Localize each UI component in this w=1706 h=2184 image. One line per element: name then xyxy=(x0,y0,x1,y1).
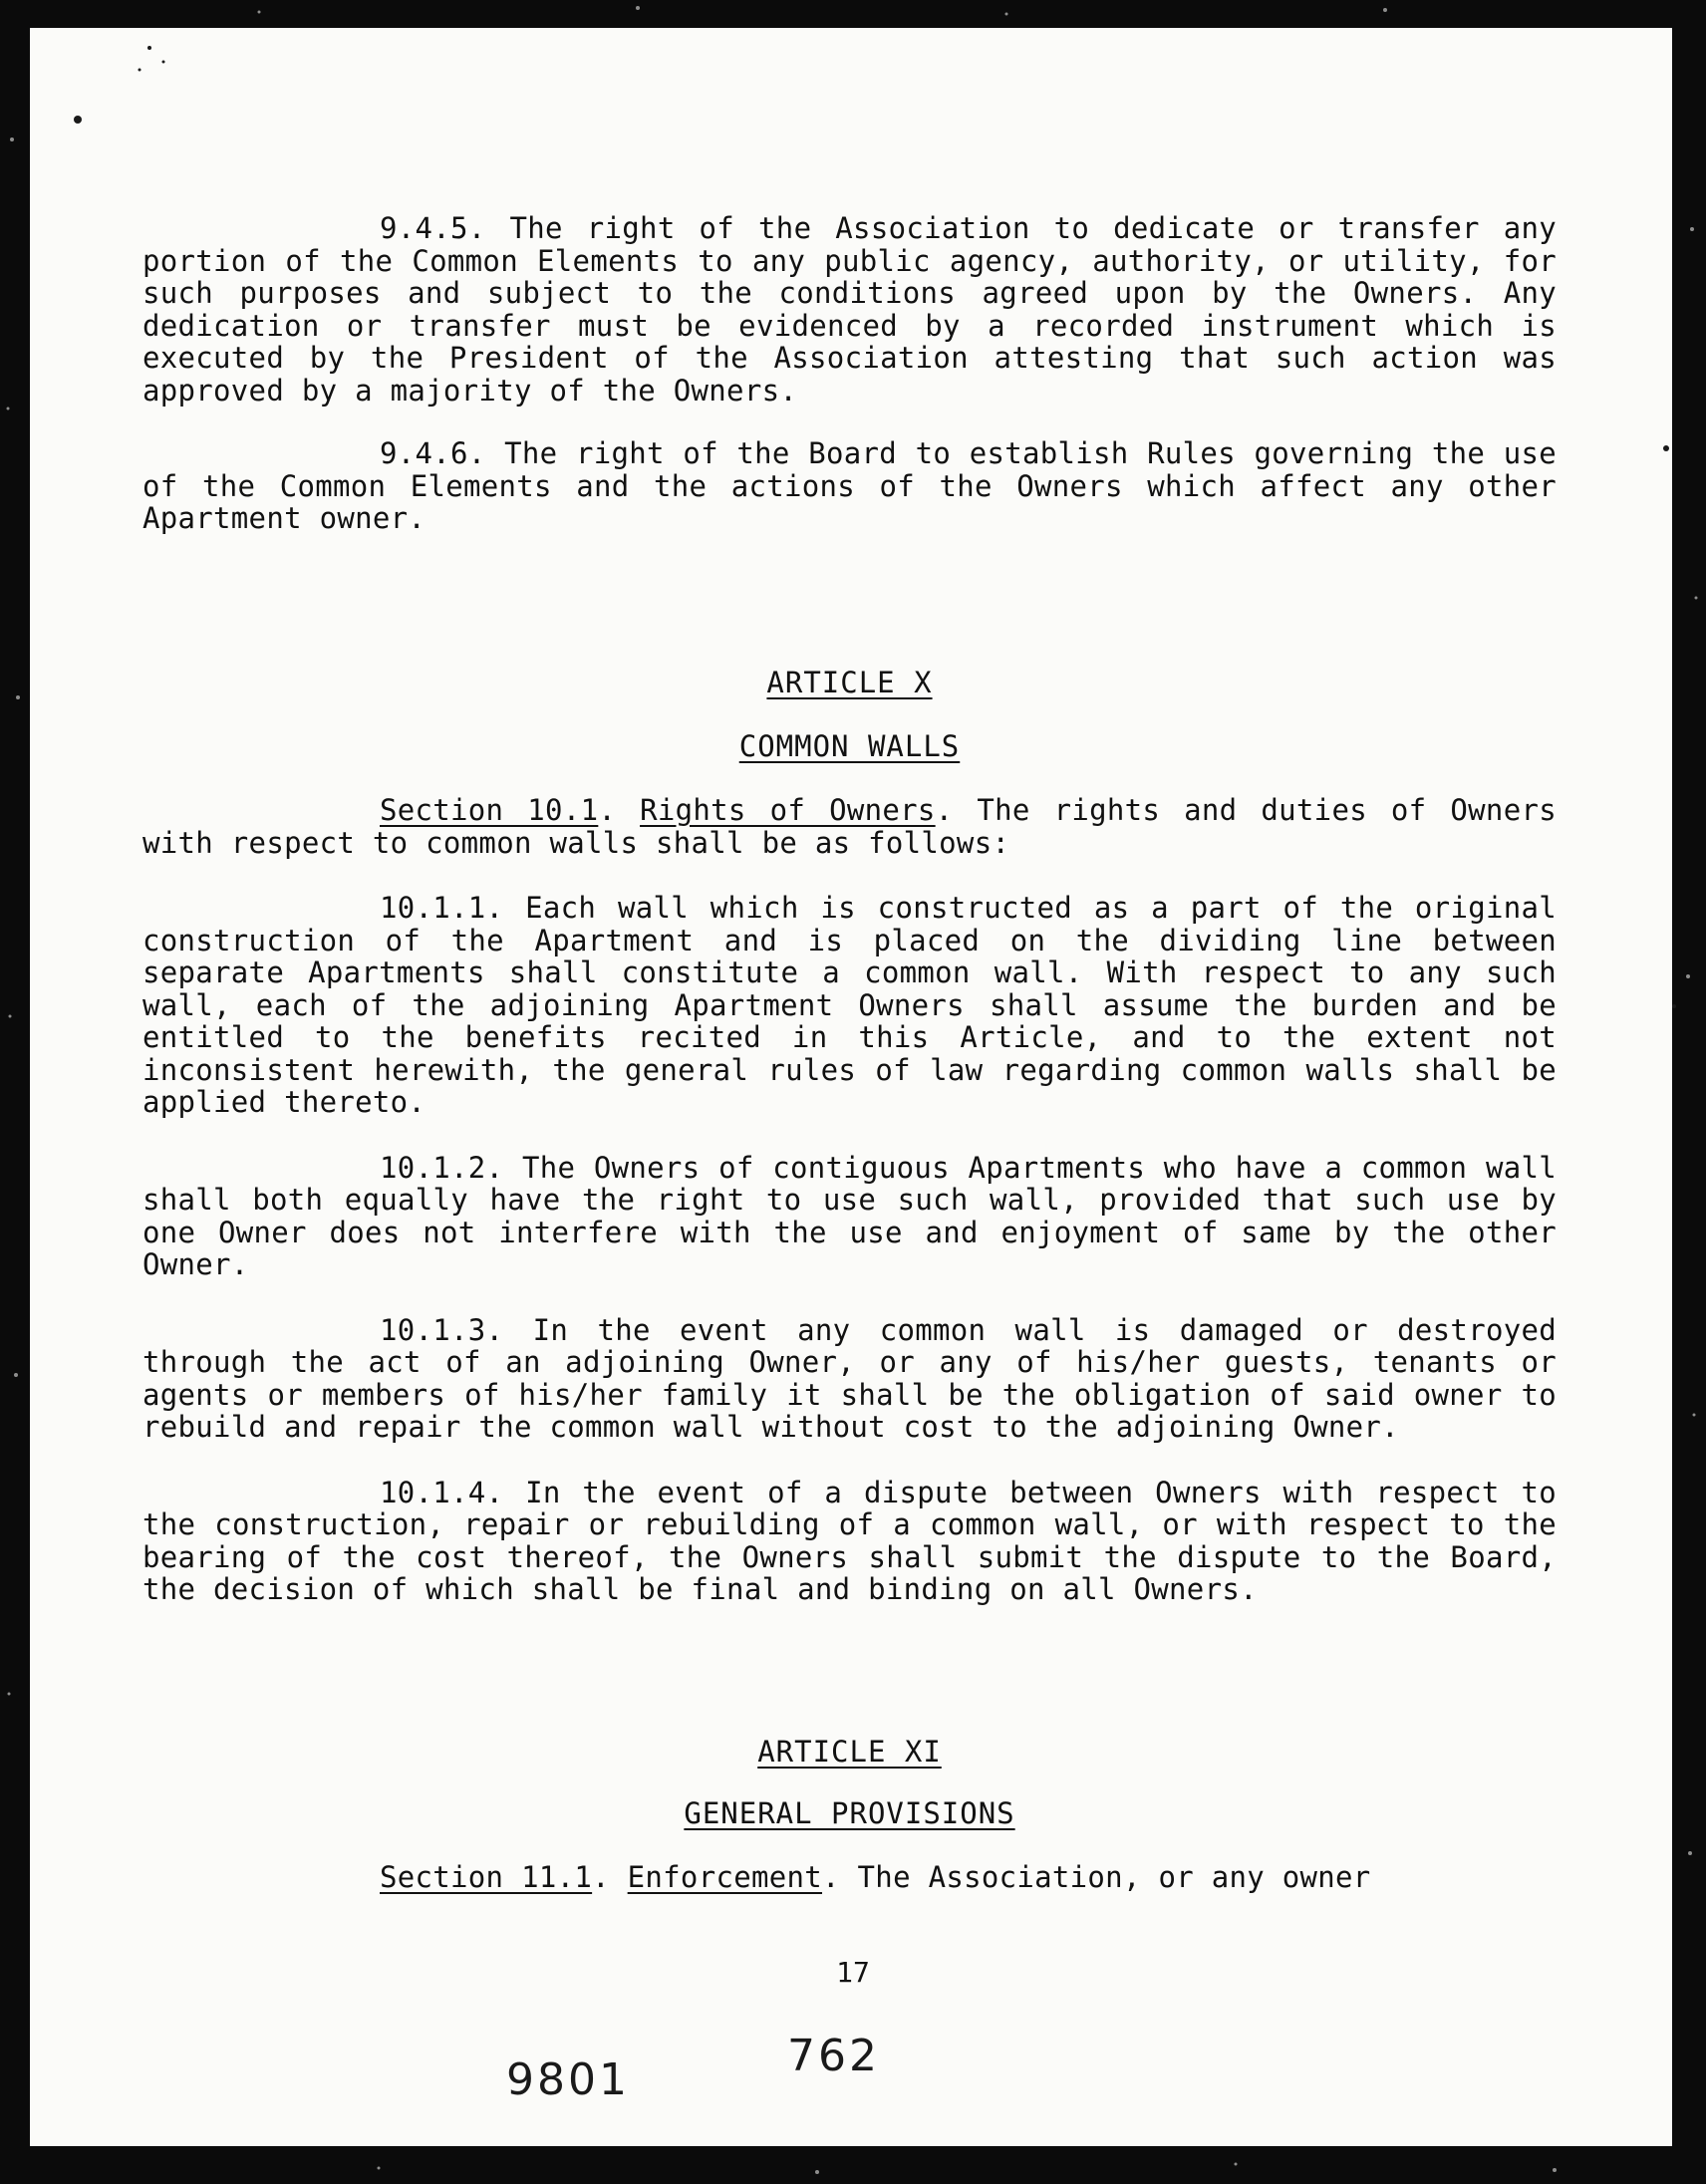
recording-stamp-book: 9801 xyxy=(506,2054,630,2105)
paragraph-9-4-6: 9.4.6. The right of the Board to establish Rules governing the use of the Common Elements and the actions of the Owners which affect any other Apartment owner. xyxy=(142,436,1557,535)
section-10-1-number: Section 10.1 xyxy=(380,793,599,827)
subsection-10-1-1: 10.1.1. Each wall which is constructed as a part of the original construction of the Apartment and is placed on the dividing line between separate Apartments shall constitute a common wall. With respect to any such wall, each of the adjoining Apartment Owners shall assume the burden and be entitled to the benefits recited in this Article, and to the extent not inconsistent herewith, the general rules of law regarding common walls shall be applied thereto. xyxy=(142,891,1557,1119)
section-10-1-text: The rights and duties of Owners with respect to common walls shall be as follows: xyxy=(142,793,1557,860)
article-x-title-text: COMMON WALLS xyxy=(738,729,961,763)
article-x-body xyxy=(142,794,1557,1606)
article-xi-heading xyxy=(142,1736,1557,1768)
section-11-1-heading: Enforcement xyxy=(627,1860,823,1894)
article-xi-body xyxy=(142,1861,1557,1894)
paragraph-9-4-5: 9.4.5. The right of the Association to dedicate or transfer any portion of the Common Elements to any public agency, authority, or utility, for such purposes and subject to the conditions agreed upon by the Owners. Any dedication or transfer must be evidenced by a recorded instrument which is executed by the President of the Association attesting that such action was approved by a majority of the Owners. xyxy=(142,211,1557,408)
article-x-heading xyxy=(142,667,1557,698)
section-11-1-number: Section 11.1 xyxy=(380,1860,593,1894)
article-x-number: ARTICLE X xyxy=(766,666,933,699)
section-11-1: Section 11.1. Enforcement. The Association, or any owner xyxy=(380,1860,1371,1894)
article-xi-title-text: GENERAL PROVISIONS xyxy=(684,1796,1015,1830)
article-xi-title xyxy=(142,1797,1557,1829)
article-x-title xyxy=(142,730,1557,762)
section-11-1-text: The Association, or any owner xyxy=(857,1860,1371,1894)
top-paragraphs xyxy=(142,212,1557,535)
article-xi-number: ARTICLE XI xyxy=(757,1735,942,1769)
subsection-10-1-4: 10.1.4. In the event of a dispute between Owners with respect to the construction, repair or rebuilding of a common wall, or with respect to the bearing of the cost thereof, the Owners shall submit the dispute to the Board, the decision of which shall be final and binding on all Owners. xyxy=(142,1475,1557,1606)
section-10-1: Section 10.1. Rights of Owners. The rights and duties of Owners with respect to common walls shall be as follows: xyxy=(142,793,1557,860)
recording-stamp-page: 762 xyxy=(787,2031,880,2081)
subsection-10-1-2: 10.1.2. The Owners of contiguous Apartments who have a common wall shall both equally have the right to use such wall, provided that such use by one Owner does not interfere with the use and enjoyment of same by the other Owner. xyxy=(142,1150,1557,1281)
page-number: 17 xyxy=(836,1956,870,1989)
section-10-1-heading: Rights of Owners xyxy=(640,793,936,827)
subsection-10-1-3: 10.1.3. In the event any common wall is damaged or destroyed through the act of an adjoining Owner, or any of his/her guests, tenants or agents or members of his/her family it shall be the obligation of said owner to rebuild and repair the common wall without cost to the adjoining Owner. xyxy=(142,1312,1557,1444)
